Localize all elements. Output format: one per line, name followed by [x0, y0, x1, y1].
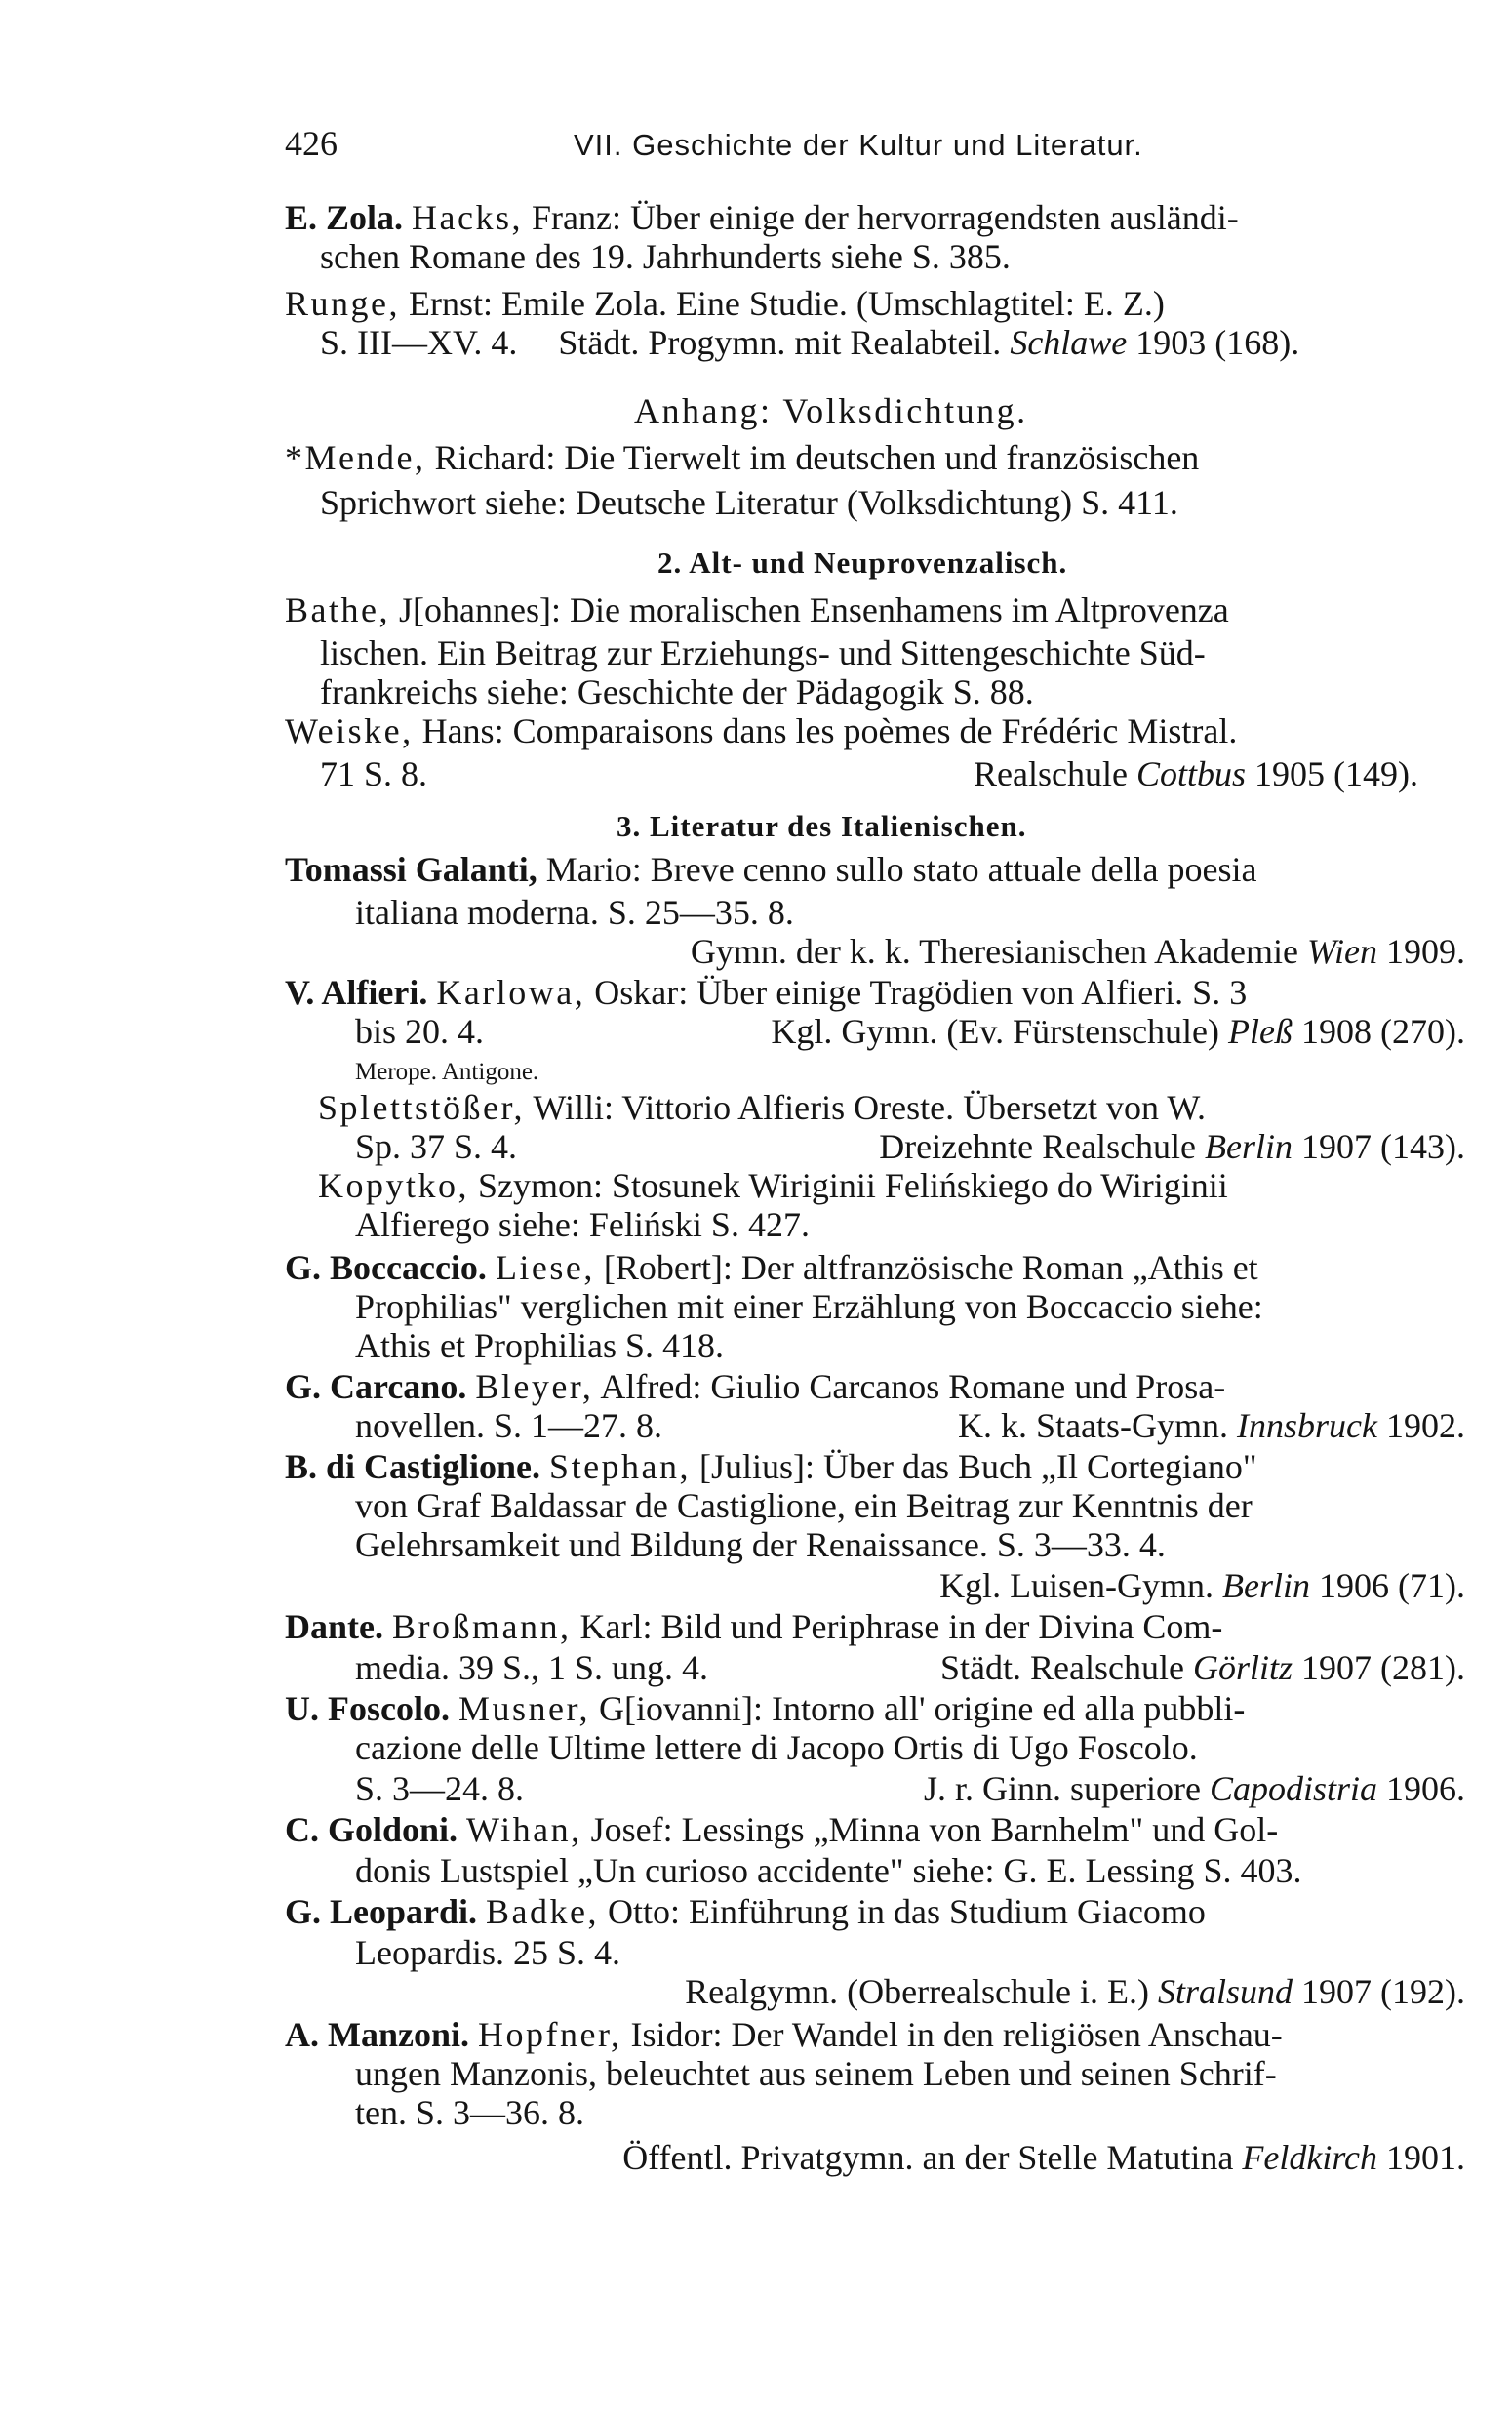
- entry-line: novellen. S. 1—27. 8.: [355, 1406, 662, 1445]
- entry-text: Willi: Vittorio Alfieris Oreste. Übersetzt von W.: [533, 1088, 1207, 1127]
- page-number: 426: [285, 124, 338, 163]
- author-name: Stephan,: [549, 1447, 692, 1486]
- entry-weiske: [285, 710, 1237, 751]
- entry-text: J[ohannes]: Die moralischen Ensenhamens im Altprovenza: [398, 590, 1229, 629]
- entry-musner: [285, 1688, 1245, 1729]
- entry-text: Karl: Bild und Periphrase in der Divina Com-: [579, 1607, 1223, 1646]
- subject-label: G. Leopardi.: [285, 1892, 478, 1931]
- subject-label: U. Foscolo.: [285, 1689, 450, 1728]
- entry-line: Sprichwort siehe: Deutsche Literatur (Volksdichtung) S. 411.: [320, 483, 1178, 522]
- entry-mende: [285, 437, 1199, 478]
- entry-line: Athis et Prophilias S. 418.: [355, 1326, 725, 1365]
- author-name: Liese,: [495, 1248, 595, 1287]
- subject-label: G. Boccaccio.: [285, 1248, 487, 1287]
- place-name: Stralsund: [1157, 1972, 1293, 2011]
- place-name: Wien: [1307, 932, 1377, 971]
- entry-hacks: [285, 197, 1239, 238]
- place-name: Görlitz: [1192, 1648, 1293, 1687]
- entry-line: Sp. 37 S. 4.: [355, 1127, 518, 1166]
- entry-bleyer: [285, 1366, 1225, 1407]
- entry-line: von Graf Baldassar de Castiglione, ein Beitrag zur Kenntnis der: [355, 1486, 1253, 1525]
- entry-publisher-line: Dreizehnte Realschule Berlin 1907 (143).: [879, 1127, 1465, 1166]
- entry-publisher-line: Kgl. Luisen-Gymn. Berlin 1906 (71).: [939, 1566, 1465, 1605]
- entry-line: frankreichs siehe: Geschichte der Pädagogik S. 88.: [320, 672, 1034, 711]
- author-name: Tomassi Galanti,: [285, 850, 537, 889]
- entry-bathe: [285, 589, 1229, 630]
- entry-line: S. III—XV. 4. Städt. Progymn. mit Realabteil. Schlawe 1903 (168).: [320, 323, 1300, 362]
- author-name: *Mende,: [285, 438, 426, 477]
- entry-publisher-line: J. r. Ginn. superiore Capodistria 1906.: [923, 1769, 1465, 1808]
- author-name: Weiske,: [285, 711, 414, 750]
- author-name: Karlowa,: [436, 973, 586, 1012]
- entry-badke: [285, 1891, 1206, 1932]
- entry-tomassi: [285, 849, 1257, 890]
- section-heading: 3. Literatur des Italienischen.: [617, 809, 1027, 843]
- entry-line: cazione delle Ultime lettere di Jacopo Ortis di Ugo Foscolo.: [355, 1728, 1198, 1767]
- section-subheading: Anhang: Volksdichtung.: [634, 391, 1028, 430]
- entry-splettstoesser: [318, 1087, 1206, 1128]
- author-name: Musner,: [458, 1689, 591, 1728]
- place-name: Cottbus: [1135, 754, 1247, 793]
- place-name: Innsbruck: [1237, 1406, 1377, 1445]
- author-name: Hacks,: [412, 198, 523, 237]
- entry-stephan: [285, 1446, 1257, 1487]
- entry-line: Gelehrsamkeit und Bildung der Renaissance. S. 3—33. 4.: [355, 1525, 1166, 1564]
- entry-publisher-line: Städt. Realschule Görlitz 1907 (281).: [940, 1648, 1465, 1687]
- entry-publisher-line: K. k. Staats-Gymn. Innsbruck 1902.: [958, 1406, 1465, 1445]
- place-name: Berlin: [1205, 1127, 1293, 1166]
- subject-label: A. Manzoni.: [285, 2015, 469, 2054]
- entry-line: ungen Manzonis, beleuchtet aus seinem Leben und seinen Schrif-: [355, 2054, 1277, 2093]
- place-name: Berlin: [1222, 1566, 1311, 1605]
- place-name: Schlawe: [1010, 323, 1128, 362]
- entry-runge: [285, 283, 1165, 324]
- entry-line: Alfierego siehe: Feliński S. 427.: [355, 1205, 810, 1244]
- entry-text: Hans: Comparaisons dans les poèmes de Frédéric Mistral.: [421, 711, 1238, 750]
- entry-publisher-line: Öffentl. Privatgymn. an der Stelle Matutina Feldkirch 1901.: [622, 2138, 1465, 2177]
- entry-karlowa: [285, 972, 1247, 1013]
- entry-text: Otto: Einführung in das Studium Giacomo: [607, 1892, 1206, 1931]
- subject-label: E. Zola.: [285, 198, 404, 237]
- author-name: Splettstößer,: [318, 1088, 526, 1127]
- author-name: Bathe,: [285, 590, 390, 629]
- entry-line: lischen. Ein Beitrag zur Erziehungs- und Sittengeschichte Süd-: [320, 633, 1206, 672]
- subject-label: G. Carcano.: [285, 1367, 467, 1406]
- entry-line: S. 3—24. 8.: [355, 1769, 525, 1808]
- place-name: Capodistria: [1209, 1769, 1377, 1808]
- entry-line: bis 20. 4.: [355, 1012, 485, 1051]
- entry-text: Ernst: Emile Zola. Eine Studie. (Umschlagtitel: E. Z.): [409, 284, 1165, 323]
- subject-label: Dante.: [285, 1607, 383, 1646]
- entry-text: Alfred: Giulio Carcanos Romane und Prosa-: [600, 1367, 1226, 1406]
- entry-publisher-line: Realschule Cottbus 1905 (149).: [974, 754, 1418, 793]
- entry-text: Josef: Lessings „Minna von Barnhelm" und Gol-: [590, 1810, 1279, 1849]
- author-name: Broßmann,: [392, 1607, 572, 1646]
- entry-line: media. 39 S., 1 S. ung. 4.: [355, 1648, 709, 1687]
- entry-line: italiana moderna. S. 25—35. 8.: [355, 893, 794, 932]
- entry-text: [Julius]: Über das Buch „Il Cortegiano": [699, 1447, 1257, 1486]
- subject-label: C. Goldoni.: [285, 1810, 458, 1849]
- author-name: Runge,: [285, 284, 400, 323]
- entry-liese: [285, 1247, 1258, 1288]
- author-name: Wihan,: [466, 1810, 582, 1849]
- entry-publisher-line: Realgymn. (Oberrealschule i. E.) Stralsund 1907 (192).: [685, 1972, 1465, 2011]
- author-name: Hopfner,: [478, 2015, 622, 2054]
- entry-text: Szymon: Stosunek Wiriginii Felińskiego do Wiriginii: [478, 1166, 1228, 1205]
- entry-line: schen Romane des 19. Jahrhunderts siehe S. 385.: [320, 237, 1011, 276]
- subject-label: V. Alfieri.: [285, 973, 428, 1012]
- entry-note: Merope. Antigone.: [355, 1059, 539, 1085]
- entry-line: ten. S. 3—36. 8.: [355, 2093, 585, 2132]
- author-name: Bleyer,: [475, 1367, 594, 1406]
- author-name: Kopytko,: [318, 1166, 469, 1205]
- entry-line: donis Lustspiel „Un curioso accidente" siehe: G. E. Lessing S. 403.: [355, 1851, 1302, 1890]
- entry-wihan: [285, 1809, 1278, 1850]
- entry-text: Richard: Die Tierwelt im deutschen und französischen: [434, 438, 1200, 477]
- author-name: Badke,: [486, 1892, 599, 1931]
- entry-brossmann: [285, 1606, 1222, 1647]
- subject-label: B. di Castiglione.: [285, 1447, 541, 1486]
- entry-line: 71 S. 8.: [320, 754, 428, 793]
- entry-line: Prophilias" verglichen mit einer Erzählung von Boccaccio siehe:: [355, 1287, 1263, 1326]
- place-name: Pleß: [1228, 1012, 1293, 1051]
- place-name: Feldkirch: [1242, 2138, 1377, 2177]
- entry-text: G[iovanni]: Intorno all' origine ed alla pubbli-: [599, 1689, 1246, 1728]
- running-title: VII. Geschichte der Kultur und Literatur.: [574, 128, 1143, 162]
- entry-text: Franz: Über einige der hervorragendsten ausländi-: [532, 198, 1239, 237]
- section-heading: 2. Alt- und Neuprovenzalisch.: [657, 545, 1068, 580]
- entry-hopfner: [285, 2014, 1283, 2055]
- entry-line: Leopardis. 25 S. 4.: [355, 1933, 620, 1972]
- entry-publisher-line: Kgl. Gymn. (Ev. Fürstenschule) Pleß 1908 (270).: [771, 1012, 1465, 1051]
- entry-kopytko: [318, 1165, 1228, 1206]
- entry-text: [Robert]: Der altfranzösische Roman „Athis et: [603, 1248, 1258, 1287]
- entry-text: Oskar: Über einige Tragödien von Alfieri. S. 3: [594, 973, 1248, 1012]
- entry-text: Isidor: Der Wandel in den religiösen Anschau-: [630, 2015, 1283, 2054]
- entry-text: Mario: Breve cenno sullo stato attuale della poesia: [545, 850, 1257, 889]
- entry-publisher-line: Gymn. der k. k. Theresianischen Akademie Wien 1909.: [690, 932, 1465, 971]
